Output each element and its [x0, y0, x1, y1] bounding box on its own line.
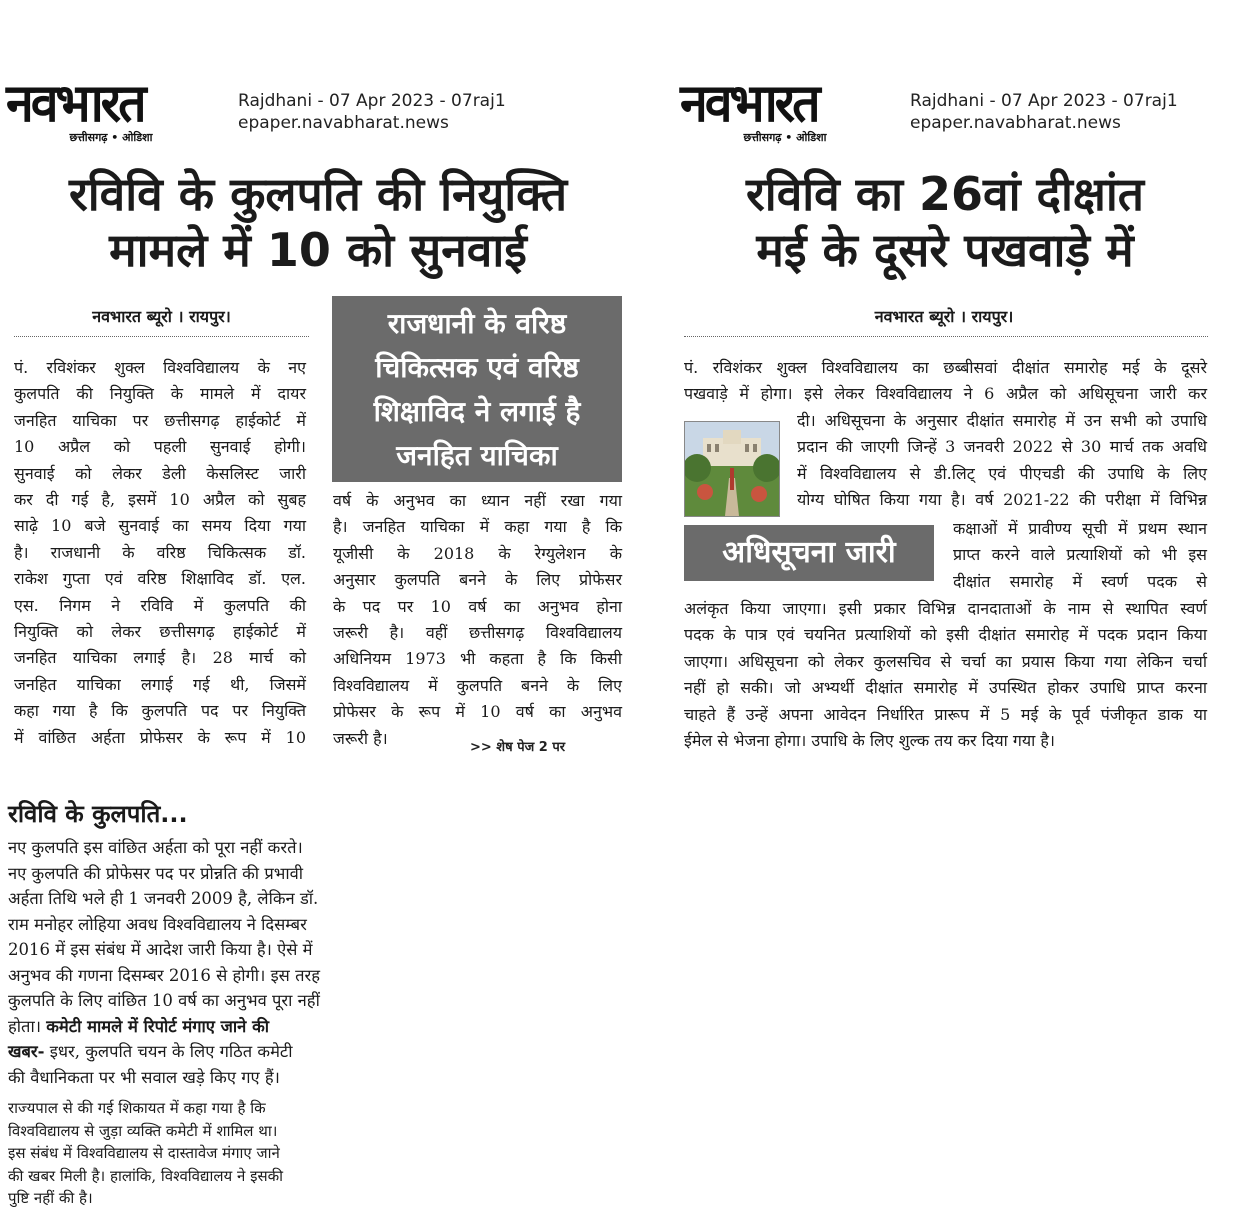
left-headline: [8, 166, 628, 278]
text-line: है। राजधानी के वरिष्ठ चिकित्सक डॉ.: [14, 542, 306, 562]
text-line: जाएगा। अधिसूचना को लेकर कुलसचिव से चर्चा का प्रयास किया गया लेकिन चर्चा: [684, 651, 1207, 671]
edition-label: Rajdhani - 07 Apr 2023 - 07raj1: [910, 91, 1178, 111]
text-line: जरूरी है।: [333, 728, 388, 748]
text-line: योग्य घोषित किया गया है। वर्ष 2021-22 की परीक्षा में विभिन्न: [797, 490, 1207, 510]
text-line: प्रदान की जाएगी जिन्हें 3 जनवरी 2022 से 30 मार्च तक अवधि: [797, 437, 1207, 457]
left-masthead-logo: [2, 71, 220, 148]
left-edition-info: [238, 90, 538, 134]
text-line: दी। अधिसूचना के अनुसार दीक्षांत समारोह में उन सभी को उपाधि: [797, 411, 1207, 430]
text-line: अधिनियम 1973 भी कहता है कि किसी: [333, 649, 622, 669]
text-line: कहा गया है कि कुलपति पद पर नियुक्ति: [14, 701, 306, 721]
right-headline: [680, 166, 1210, 278]
pull-quote-box: [332, 296, 622, 482]
text-line: पखवाड़े में होगा। इसे लेकर विश्वविद्यालय ने 6 अप्रैल को अधिसूचना जारी कर: [684, 384, 1207, 404]
text-line: इस संबंध में विश्वविद्यालय से दास्तावेज मंगाए जाने: [8, 1144, 280, 1162]
right-bottom-text: [684, 596, 1207, 754]
headline-line-2: मामले में 10 को सुनवाई: [109, 223, 527, 278]
text-line: ईमेल से भेजना होगा। उपाधि के लिए शुल्क तय कर दिया गया है।: [684, 731, 1055, 751]
text-line: राकेश गुप्ता एवं वरिष्ठ शिक्षाविद डॉ. एल.: [14, 569, 306, 589]
text-line: राम मनोहर लोहिया अवध विश्वविद्यालय ने दिसम्बर: [8, 914, 307, 934]
text-line: जनहित याचिका लगाई गई थी, जिसमें: [14, 674, 306, 694]
subhead-text: अधिसूचना जारी: [722, 535, 896, 570]
headline-line-2: मई के दूसरे पखवाड़े में: [756, 223, 1134, 278]
left-byline: नवभारत ब्यूरो । रायपुर।: [92, 307, 231, 326]
right-masthead-logo: [676, 71, 894, 148]
right-beside-box-text: [953, 516, 1207, 595]
text-line: के पद पर 10 वर्ष का अनुभव होना: [333, 596, 622, 616]
university-photo: [684, 421, 780, 517]
edition-label: Rajdhani - 07 Apr 2023 - 07raj1: [238, 91, 506, 111]
continuation-heading: रविवि के कुलपति...: [8, 800, 188, 828]
headline-line-1: रविवि के कुलपति की नियुक्ति: [68, 167, 568, 221]
left-column-2: [333, 488, 622, 752]
text-line: नए कुलपति इस वांछित अर्हता को पूरा नहीं करते।: [8, 838, 303, 857]
text-line: में विश्वविद्यालय से डी.लिट् एवं पीएचडी की उपाधि के लिए: [797, 463, 1207, 483]
text-line: अनुभव की गणना दिसम्बर 2016 से होगी। इस तरह: [8, 965, 320, 985]
text-line: विश्वविद्यालय में कुलपति बनने के लिए: [333, 675, 622, 695]
right-beside-photo-text: [797, 408, 1207, 514]
subhead-box: [684, 525, 934, 581]
continuation-bold-line: खबर- इधर, कुलपति चयन के लिए गठित कमेटी: [8, 1042, 293, 1061]
university-building-image: [685, 422, 779, 516]
text-line: एस. निगम ने रविवि में कुलपति की: [14, 595, 306, 615]
text-line: वर्ष के अनुभव का ध्यान नहीं रखा गया: [333, 491, 622, 510]
text-line: में वांछित अर्हता प्रोफेसर के रूप में 10: [14, 727, 306, 747]
right-top-text: [684, 355, 1207, 408]
text-line: विश्वविद्यालय से जुड़ा व्यक्ति कमेटी में शामिल था।: [8, 1121, 278, 1140]
text-line: चाहते हैं उन्हें अपना आवेदन निर्धारित प्रारूप में 5 मई के पूर्व पंजीकृत डाक या: [684, 704, 1207, 724]
text-line: नियुक्ति को लेकर छत्तीसगढ़ हाईकोर्ट में: [14, 622, 306, 642]
text-line: पं. रविशंकर शुक्ल विश्वविद्यालय का छब्बीसवां दीक्षांत समारोह मई के दूसरे: [684, 358, 1207, 377]
text-line: अनुसार कुलपति बनने के लिए प्रोफेसर: [333, 570, 622, 590]
text-span: होता।: [8, 1016, 41, 1036]
logo-text: नवभारत: [6, 71, 144, 134]
text-line: की खबर मिली है। हालांकि, विश्वविद्यालय ने इसकी: [8, 1166, 283, 1185]
text-line: साढ़े 10 बजे सुनवाई का समय दिया गया: [14, 516, 306, 536]
headline-line-1: रविवि का 26वां दीक्षांत: [745, 167, 1145, 221]
text-line: 10 अप्रैल को पहली सुनवाई होगी।: [14, 437, 306, 457]
text-line: नहीं हो सकी। जो अभ्यर्थी दीक्षांत समारोह में उपस्थित होकर उपाधि प्राप्त करना: [684, 678, 1207, 698]
continued-on-page[interactable]: >> शेष पेज 2 पर: [470, 740, 566, 755]
right-byline: नवभारत ब्यूरो । रायपुर।: [874, 307, 1014, 326]
text-line: यूजीसी के 2018 के रेग्युलेशन के: [333, 543, 622, 563]
left-column-1: [14, 355, 306, 751]
continuation-last-line: की वैधानिकता पर भी सवाल खड़े किए गए हैं।: [8, 1067, 280, 1087]
logo-text: नवभारत: [680, 71, 818, 134]
text-line: कर दी गई है, इसमें 10 अप्रैल को सुबह: [14, 490, 306, 510]
text-line: जरूरी है। वहीं छत्तीसगढ़ विश्वविद्यालय: [333, 623, 622, 643]
text-line: दीक्षांत समारोह में स्वर्ण पदक से: [953, 571, 1207, 591]
logo-subtitle: छत्तीसगढ़ • ओडिशा: [69, 131, 153, 144]
text-line: 2016 में इस संबंध में आदेश जारी किया है। ऐसे में: [8, 940, 313, 959]
text-line: कुलपति की नियुक्ति के मामले में दायर: [14, 384, 306, 404]
text-line: जनहित याचिका लगाई है। 28 मार्च को: [14, 648, 306, 668]
text-line: प्राप्त करने वाले प्रत्याशियों को भी इस: [953, 545, 1207, 565]
text-line: है। जनहित याचिका में कहा गया है कि: [333, 517, 622, 537]
text-line: नए कुलपति की प्रोफेसर पद पर प्रोन्नति की प्रभावी: [8, 863, 304, 883]
pull-quote-text: राजधानी के वरिष्ठ चिकित्सक एवं वरिष्ठ शिक्षाविद ने लगाई है जनहित याचिका: [373, 307, 581, 472]
text-line: कुलपति के लिए वांछित 10 वर्ष का अनुभव पूरा नहीं: [8, 991, 320, 1010]
text-line: प्रोफेसर के रूप में 10 वर्ष का अनुभव: [333, 702, 622, 722]
text-line: पदक के पात्र एवं चयनित प्रत्याशियों को इसी दीक्षांत समारोह में पदक प्रदान किया: [684, 625, 1207, 645]
text-line: राज्यपाल से की गई शिकायत में कहा गया है कि: [8, 1099, 266, 1117]
logo-subtitle: छत्तीसगढ़ • ओडिशा: [743, 131, 827, 144]
text-line: कक्षाओं में प्रावीण्य सूची में प्रथम स्थान: [953, 519, 1207, 538]
text-line: जनहित याचिका पर छत्तीसगढ़ हाईकोर्ट में: [14, 410, 306, 430]
continuation-small-text: [8, 1097, 408, 1210]
right-edition-info: [910, 90, 1210, 134]
text-line: [8, 1014, 408, 1040]
continuation-text: [8, 835, 408, 1090]
continuation-bold-phrase: कमेटी मामले में रिपोर्ट मंगाए जाने की: [46, 1016, 270, 1036]
epaper-url[interactable]: epaper.navabharat.news: [238, 113, 449, 133]
epaper-url[interactable]: epaper.navabharat.news: [910, 113, 1121, 133]
text-line: सुनवाई को लेकर डेली केसलिस्ट जारी: [14, 463, 306, 483]
right-byline-rule: [684, 336, 1208, 337]
left-byline-rule: [14, 336, 309, 337]
text-line: पुष्टि नहीं की है।: [8, 1189, 93, 1207]
text-line: पं. रविशंकर शुक्ल विश्वविद्यालय के नए: [14, 358, 306, 377]
text-line: अलंकृत किया जाएगा। इसी प्रकार विभिन्न दानदाताओं के नाम से स्थापित स्वर्ण: [684, 599, 1207, 618]
text-line: अर्हता तिथि भले ही 1 जनवरी 2009 है, लेकिन डॉ.: [8, 889, 319, 908]
